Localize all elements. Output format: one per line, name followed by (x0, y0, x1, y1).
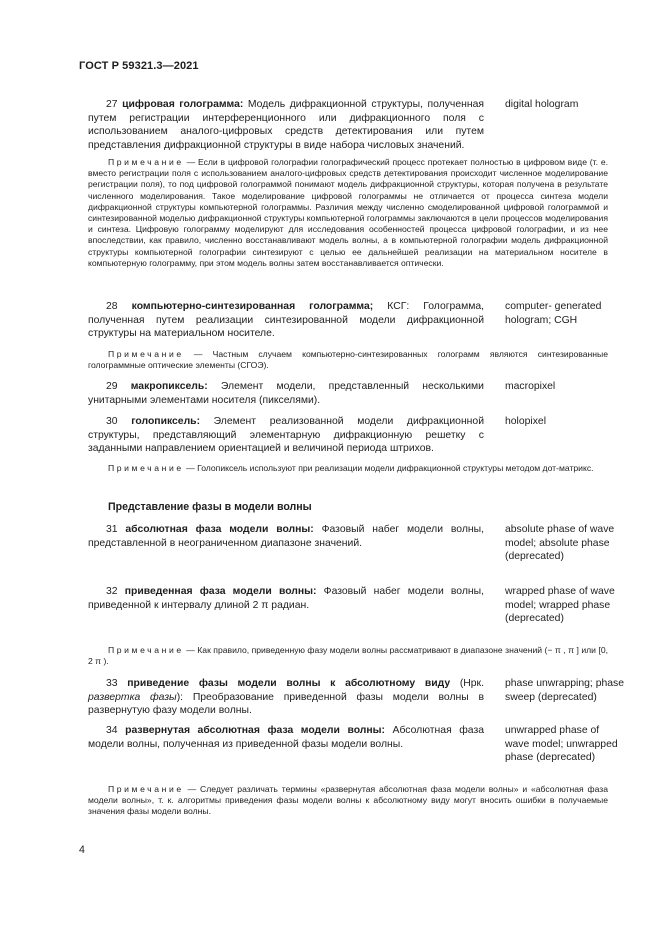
note (88, 645, 608, 667)
note-label: Примечание (108, 349, 184, 359)
note (88, 784, 608, 818)
term-definition: Модель дифракционной структуры, полученная путем регистрации интерференционного или дифракционного поля с использованием аналого-цифровых средств детектирования или путем представления дифракционной структуры в виде набора числовых значений. (88, 99, 484, 151)
term-number: 27 (106, 99, 118, 110)
note (88, 157, 608, 269)
term-abbr-open: (Нрк. (459, 678, 484, 689)
term-entry (88, 300, 484, 341)
term-deprecated-synonym: развертка фазы (88, 691, 177, 703)
note-text: — Как правило, приведенную фазу модели волны рассматривают в диапазоне значений (− π , π ] или [0, 2 π ). (88, 645, 608, 667)
term-definition: Фазовый набег модели волны, приведенной к интервалу длиной 2 π радиан. (88, 586, 485, 611)
document-header: ГОСТ Р 59321.3—2021 (79, 60, 199, 72)
note-text: — Следует различать термины «развернутая абсолютная фаза модели волны» и «абсолютная фаза модели волны», т. к. алгоритмы приведения фазы модели волны к абсолютному виду могут вносить ошибки в получаемые значения фазы модели волны. (88, 784, 609, 817)
section-title: Представление фазы в модели волны (108, 501, 312, 513)
term-number: 33 (106, 678, 118, 689)
term-english: computer- generated hologram; CGH (505, 301, 602, 326)
term-name: приведенная фаза модели волны: (124, 586, 317, 597)
term-name: развернутая абсолютная фаза модели волны: (125, 725, 385, 736)
term-entry (88, 380, 484, 407)
term-entry (88, 677, 484, 718)
term-name: приведение фазы модели волны к абсолютному виду (127, 678, 451, 689)
term-definition: Фазовый набег модели волны, представленной в неограниченном диапазоне значений. (88, 524, 485, 549)
note-text: — Частным случаем компьютерно-синтезированных голограмм являются синтезированные голограммные оптические элементы (СГОЭ). (88, 349, 608, 371)
term-name: абсолютная фаза модели волны: (125, 524, 314, 535)
note-label: Примечание (108, 157, 184, 167)
term-english: digital hologram (505, 99, 579, 110)
term-entry (88, 585, 484, 612)
note-label: Примечание (108, 784, 184, 794)
term-name: макропиксель: (130, 381, 208, 392)
term-number: 30 (106, 416, 118, 427)
term-number: 29 (106, 381, 118, 392)
note-text: — Если в цифровой голографии голографический процесс протекает полностью в цифровом виде (т. е. вместо регистрации поля с использованием аналого-цифровых средств детектирования происходит численное моделирование регистрации поля), то под цифровой голограммой понимают модель дифракционной структуры, которая получена в результате численного моделирования. Такое моделирование цифровой голограммы не отличается от процесса синтеза модели дифракционной структуры компьютерной голограммы. Различия между численно смоделированной цифровой голограммой и синтезированной моделью дифракционной структуры компьютерной голограммы заключаются в цели процессов моделирования и синтеза. Цифровую голограмму моделируют для исследования особенностей процесса цифровой голографии, и из нее впоследствии, как правило, численно восстанавливают модель волны, а в компьютерной голографии модель дифракционной структуры компьютерной голографии синтезируют с целью ее дальнейшей реализации на материальном носителе в компьютерную голограмму, при этом модель волны затем восстанавливается оптически. (88, 157, 609, 268)
term-english: holopixel (505, 416, 547, 427)
term-english: absolute phase of wave model; absolute phase (deprecated) (505, 524, 615, 563)
term-english: wrapped phase of wave model; wrapped phase (deprecated) (505, 586, 615, 625)
term-english: unwrapped phase of wave model; unwrapped phase (deprecated) (505, 725, 618, 764)
note-label: Примечание (108, 463, 184, 473)
term-definition: ): Преобразование приведенной фазы модели волны в развернутую фазу модели волны. (88, 691, 484, 717)
term-number: 32 (106, 586, 118, 597)
term-definition: КСГ: Голограмма, полученная путем реализации синтезированной модели дифракционной структуры на материальном носителе. (88, 301, 485, 340)
term-definition: Элемент модели, представленный несколькими унитарными элементами носителя (пикселями). (88, 381, 484, 406)
note-label: Примечание (108, 645, 184, 655)
term-number: 28 (106, 301, 118, 312)
term-entry (88, 724, 484, 751)
term-definition: Абсолютная фаза модели волны, полученная из приведенной фазы модели волны. (88, 725, 484, 750)
term-number: 34 (106, 725, 118, 736)
note-text: — Голопиксель используют при реализации модели дифракционной структуры методом дот-матрикс. (186, 463, 594, 473)
term-name: голопиксель: (131, 416, 201, 427)
term-english: macropixel (505, 381, 556, 392)
note (88, 463, 608, 474)
term-english: phase unwrapping; phase sweep (deprecated) (505, 678, 625, 703)
term-entry (88, 98, 484, 152)
page-number: 4 (79, 844, 85, 856)
term-entry (88, 523, 484, 550)
term-entry (88, 415, 484, 456)
term-name: компьютерно-синтезированная голограмма; (131, 301, 374, 312)
term-name: цифровая голограмма: (122, 99, 244, 110)
term-number: 31 (106, 524, 118, 535)
term-definition: Элемент реализованной модели дифракционной структуры, представляющий элементарную дифракционную решетку с заданными направлением ориентацией и величиной периода штрихов. (88, 416, 484, 455)
note (88, 349, 608, 371)
